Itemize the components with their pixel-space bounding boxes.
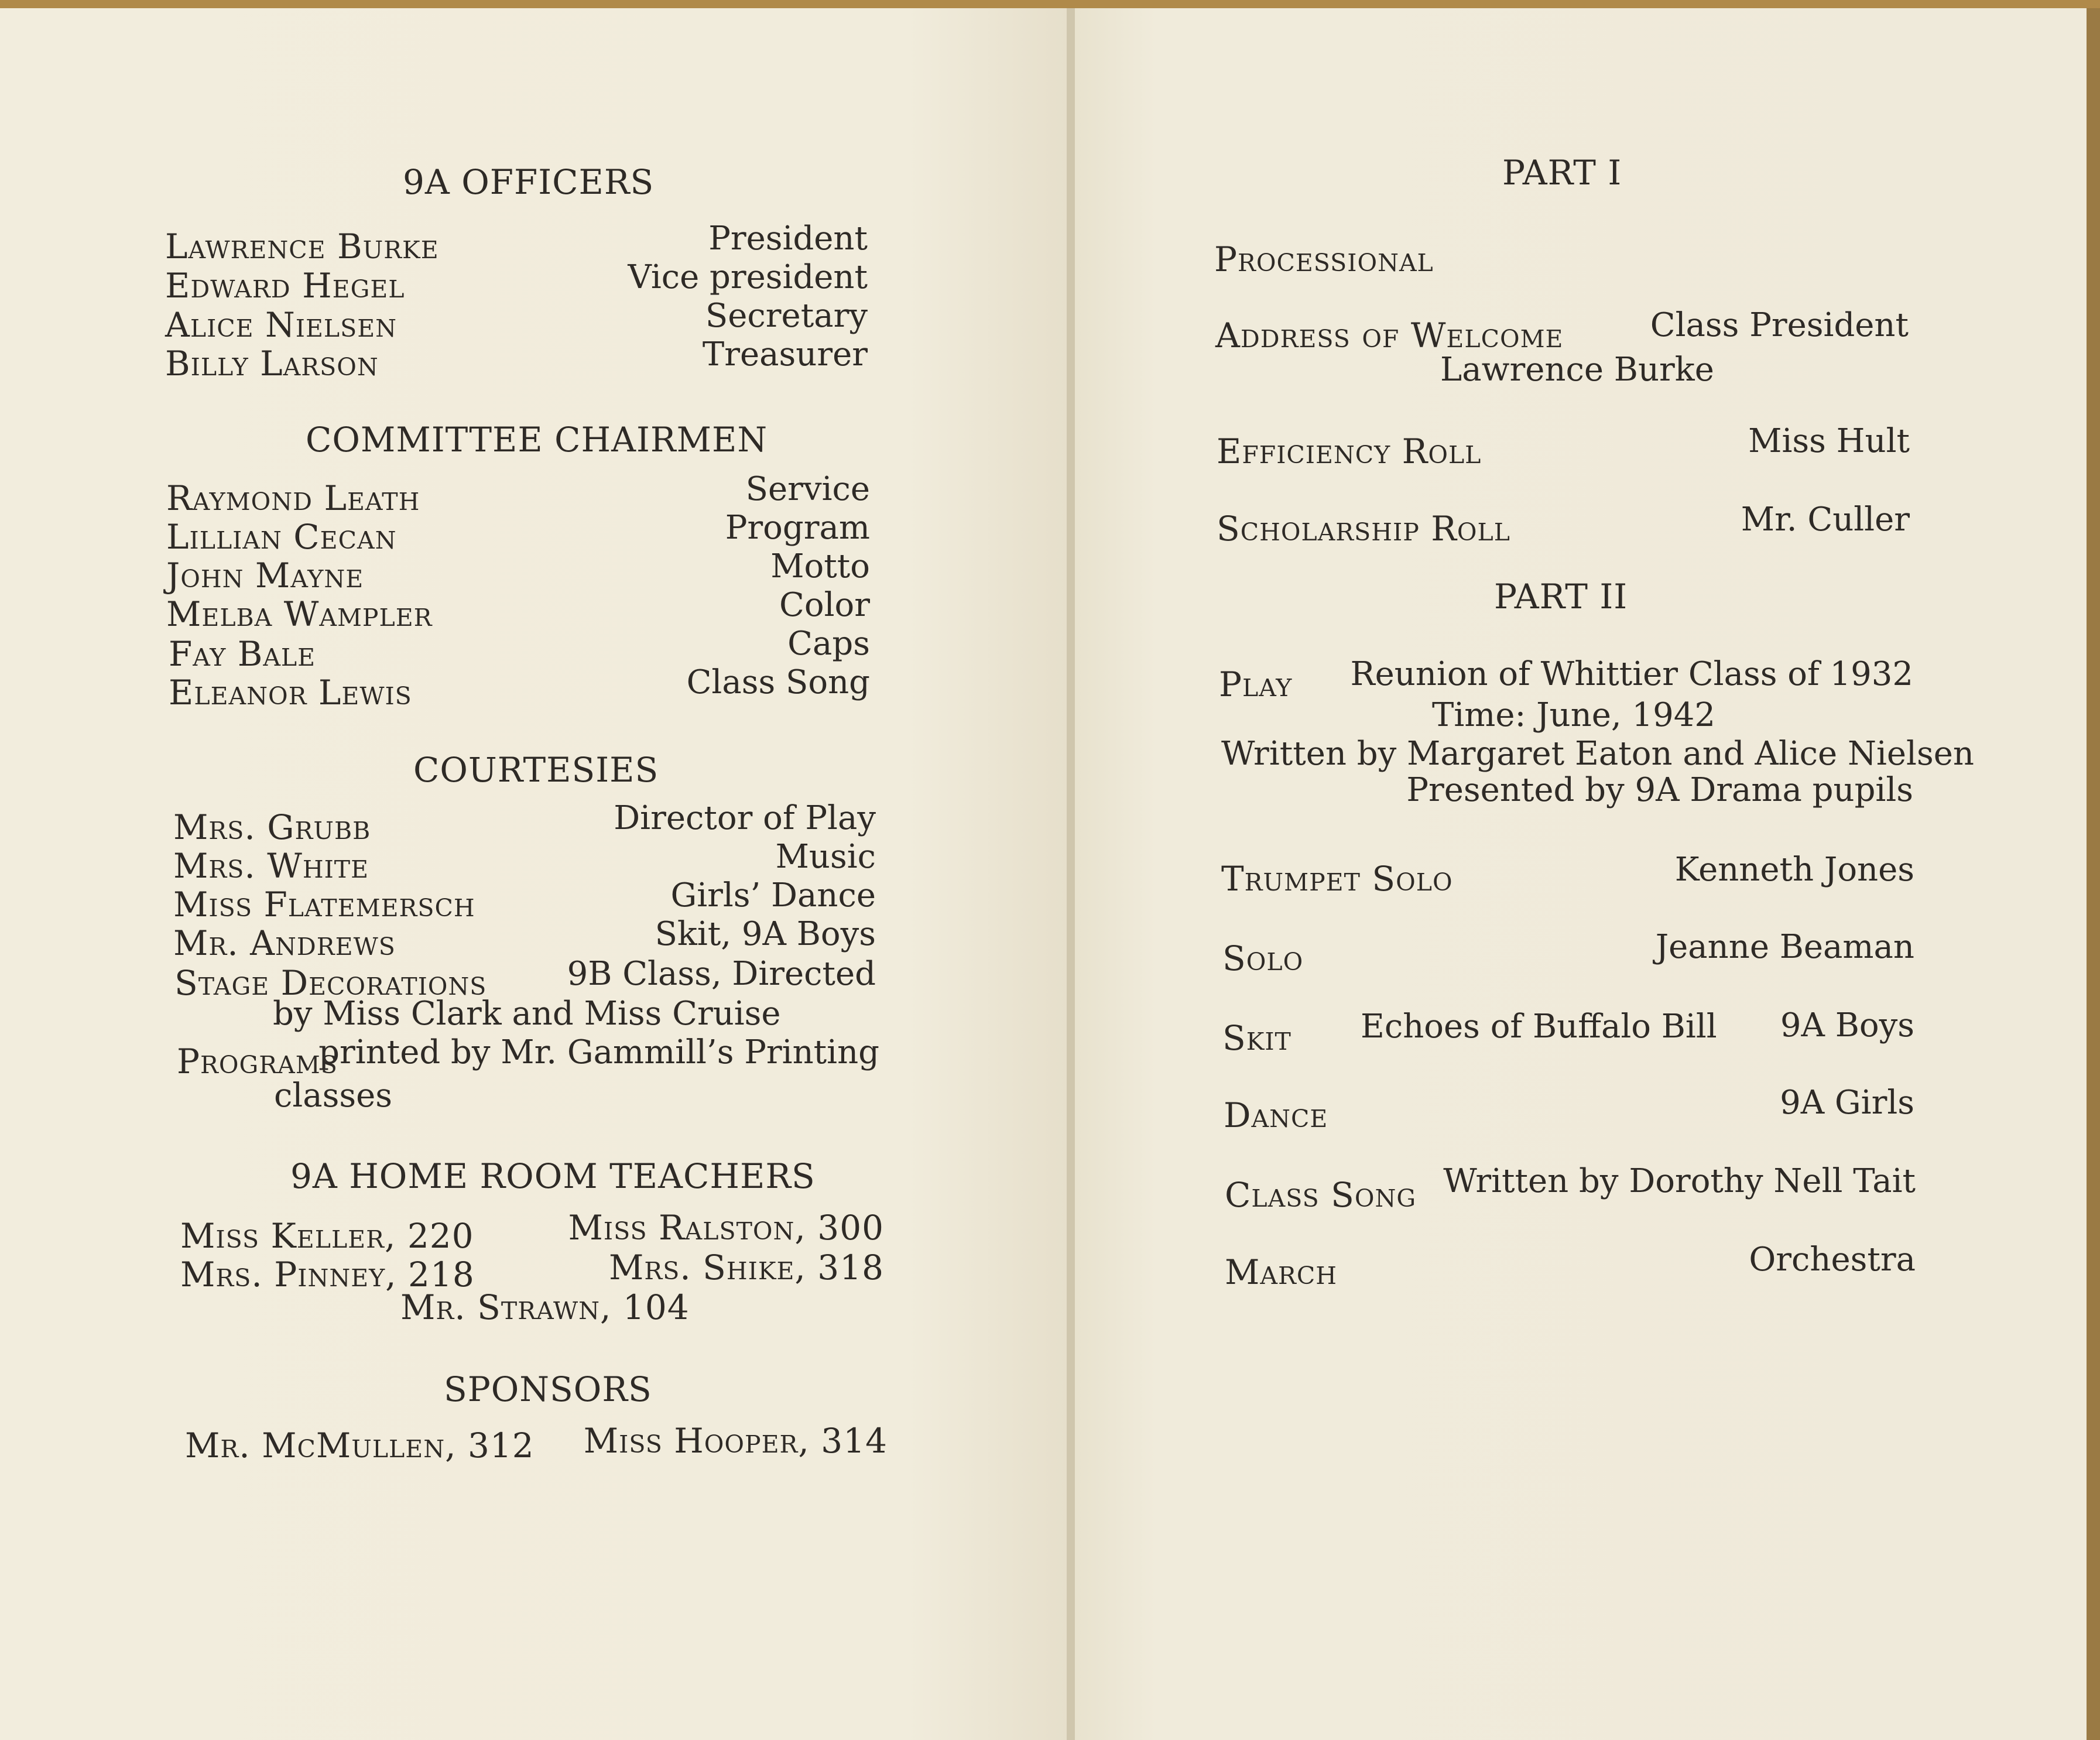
committee-heading: COMMITTEE CHAIRMEN (306, 420, 768, 460)
solo-performer: Jeanne Beaman (1655, 928, 1914, 966)
processional-label: Processional (1214, 239, 1434, 279)
teacher-keller: Miss Keller, 220 (180, 1216, 474, 1256)
class-song-label: Class Song (1225, 1175, 1417, 1215)
skit-performers: 9A Boys (1780, 1006, 1914, 1044)
officer-role: Secretary (705, 297, 868, 335)
committee-role: Service (745, 470, 870, 508)
committee-role: Class Song (686, 663, 870, 701)
play-title: Reunion of Whittier Class of 1932 (1350, 655, 1913, 693)
part-one-heading: PART I (1502, 153, 1622, 193)
courtesy-name: Miss Flatemersch (173, 885, 475, 924)
courtesy-role: Music (775, 838, 876, 876)
courtesy-name: Mrs. Grubb (173, 807, 371, 847)
booklet-top-edge (0, 0, 2100, 8)
play-label: Play (1219, 665, 1293, 704)
committee-name: Fay Bale (169, 634, 316, 674)
play-presenters: Presented by 9A Drama pupils (1406, 771, 1913, 809)
teachers-heading: 9A HOME ROOM TEACHERS (290, 1156, 816, 1196)
committee-name: Eleanor Lewis (169, 673, 412, 713)
courtesy-role: Director of Play (614, 799, 876, 837)
right-page (1075, 8, 2087, 1740)
efficiency-value: Miss Hult (1748, 422, 1910, 460)
committee-role: Color (779, 586, 870, 624)
booklet-right-edge (2087, 8, 2100, 1740)
dance-label: Dance (1224, 1095, 1328, 1135)
programs-credit: printed by Mr. Gammill’s Printing (318, 1033, 879, 1071)
officer-role: President (708, 220, 868, 258)
skit-title: Echoes of Buffalo Bill (1361, 1008, 1717, 1046)
sponsor-mcmullen: Mr. McMullen, 312 (185, 1426, 535, 1465)
trumpet-solo-performer: Kenneth Jones (1674, 851, 1914, 889)
welcome-speaker: Lawrence Burke (1440, 351, 1714, 389)
teacher-pinney: Mrs. Pinney, 218 (180, 1255, 475, 1294)
courtesy-name: Mr. Andrews (173, 923, 396, 963)
committee-name: Melba Wampler (166, 594, 433, 634)
teacher-strawn: Mr. Strawn, 104 (400, 1287, 690, 1327)
officers-heading: 9A OFFICERS (403, 162, 655, 202)
booklet-gutter (1067, 8, 1075, 1740)
committee-name: Raymond Leath (166, 478, 420, 518)
march-performer: Orchestra (1749, 1241, 1916, 1279)
stage-decorations-continued: by Miss Clark and Miss Cruise (273, 995, 781, 1033)
teacher-shike: Mrs. Shike, 318 (608, 1248, 884, 1287)
courtesy-role: Girls’ Dance (670, 876, 876, 914)
officer-name: Lawrence Burke (165, 227, 439, 266)
dance-performers: 9A Girls (1780, 1084, 1914, 1122)
play-time: Time: June, 1942 (1432, 696, 1716, 734)
committee-name: John Mayne (166, 556, 364, 595)
welcome-label: Address of Welcome (1215, 316, 1564, 355)
efficiency-label: Efficiency Roll (1217, 431, 1482, 471)
committee-role: Program (725, 509, 870, 547)
officer-name: Edward Hegel (165, 266, 405, 306)
officer-role: Treasurer (702, 335, 868, 374)
courtesies-heading: COURTESIES (413, 750, 659, 790)
welcome-role: Class President (1650, 306, 1909, 344)
courtesy-role: 9B Class, Directed (567, 955, 876, 993)
committee-name: Lillian Cecan (166, 517, 397, 557)
march-label: March (1225, 1252, 1337, 1292)
courtesy-role: Skit, 9A Boys (655, 915, 876, 953)
sponsors-heading: SPONSORS (444, 1369, 652, 1409)
sponsor-hooper: Miss Hooper, 314 (583, 1421, 888, 1461)
trumpet-solo-label: Trumpet Solo (1221, 859, 1453, 899)
committee-role: Motto (770, 547, 870, 585)
teacher-ralston: Miss Ralston, 300 (568, 1208, 884, 1248)
class-song-writer: Written by Dorothy Nell Tait (1443, 1162, 1916, 1200)
courtesy-name: Stage Decorations (174, 963, 487, 1003)
skit-label: Skit (1222, 1018, 1291, 1058)
solo-label: Solo (1222, 938, 1304, 978)
officer-role: Vice president (628, 258, 868, 296)
programs-label: Programs (177, 1042, 338, 1081)
courtesy-name: Mrs. White (173, 846, 369, 886)
scholarship-value: Mr. Culler (1741, 501, 1910, 539)
officer-name: Alice Nielsen (165, 305, 398, 345)
play-writers: Written by Margaret Eaton and Alice Nielsen (1221, 735, 1974, 773)
scholarship-label: Scholarship Roll (1217, 509, 1510, 549)
left-page (0, 8, 1067, 1740)
part-two-heading: PART II (1494, 577, 1628, 616)
programs-credit-continued: classes (274, 1077, 393, 1115)
committee-role: Caps (787, 625, 870, 663)
officer-name: Billy Larson (165, 344, 379, 383)
